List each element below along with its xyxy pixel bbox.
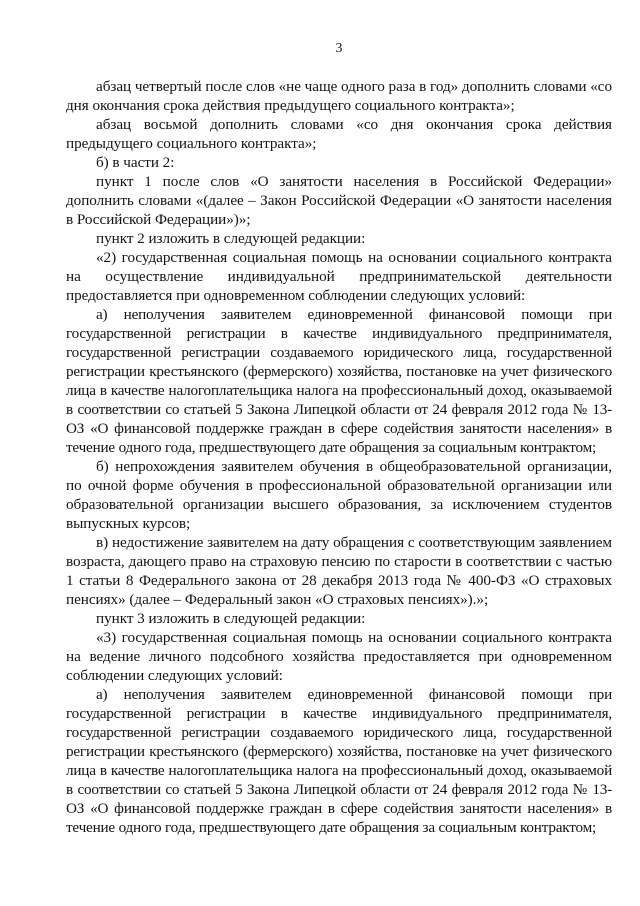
- paragraph-1: абзац четвертый после слов «не чаще одного раза в год» дополнить словами «со дня окончания срока действия предыдущего социального контракта»;: [66, 78, 612, 114]
- paragraph-4: пункт 1 после слов «О занятости населения в Российской Федерации» дополнить словами «(далее – Закон Российской Федерации «О занятости населения в Российской Федерации»)»;: [66, 173, 612, 228]
- paragraph-6: «2) государственная социальная помощь на основании социального контракта на осуществление индивидуальной предпринимательской деятельности предоставляется при одновременном соблюдении следующих условий:: [66, 249, 612, 304]
- paragraph-2: абзац восьмой дополнить словами «со дня окончания срока действия предыдущего социального контракта»;: [66, 116, 612, 152]
- paragraph-5: пункт 2 изложить в следующей редакции:: [96, 230, 366, 247]
- paragraph-3: б) в части 2:: [96, 154, 175, 171]
- paragraph-10: пункт 3 изложить в следующей редакции:: [96, 610, 366, 627]
- paragraph-12: а) неполучения заявителем единовременной финансовой помощи при государственной регистрации в качестве индивидуального предпринимателя, государственной регистрации создаваемого юридического лица, государственной регистрации крестьянского (фермерского) хозяйства, постановке на учет физического лица в качестве налогоплательщика налога на профессиональный доход, оказываемой в соответствии со статьей 5 Закона Липецкой области от 24 февраля 2012 года № 13-ОЗ «О финансовой поддержке граждан в сфере содействия занятости населения» в течение одного года, предшествующего дате обращения за социальным контрактом;: [66, 686, 612, 836]
- paragraph-9: в) недостижение заявителем на дату обращения с соответствующим заявлением возраста, дающего право на страховую пенсию по старости в соответствии с частью 1 статьи 8 Федерального закона от 28 декабря 2013 года № 400-ФЗ «О страховых пенсиях» (далее – Федеральный закон «О страховых пенсиях»).»;: [66, 534, 612, 608]
- paragraph-8: б) непрохождения заявителем обучения в общеобразовательной организации, по очной форме обучения в профессиональной образовательной организации или образовательной организации высшего образования, за исключением студентов выпускных курсов;: [66, 458, 612, 532]
- paragraph-11: «3) государственная социальная помощь на основании социального контракта на ведение личного подсобного хозяйства предоставляется при одновременном соблюдении следующих условий:: [66, 629, 612, 684]
- paragraph-7: а) неполучения заявителем единовременной финансовой помощи при государственной регистрации в качестве индивидуального предпринимателя, государственной регистрации создаваемого юридического лица, государственной регистрации крестьянского (фермерского) хозяйства, постановке на учет физического лица в качестве налогоплательщика налога на профессиональный доход, оказываемой в соответствии со статьей 5 Закона Липецкой области от 24 февраля 2012 года № 13-ОЗ «О финансовой поддержке граждан в сфере содействия занятости населения» в течение одного года, предшествующего дате обращения за социальным контрактом;: [66, 306, 612, 456]
- page-number: 3: [335, 41, 343, 56]
